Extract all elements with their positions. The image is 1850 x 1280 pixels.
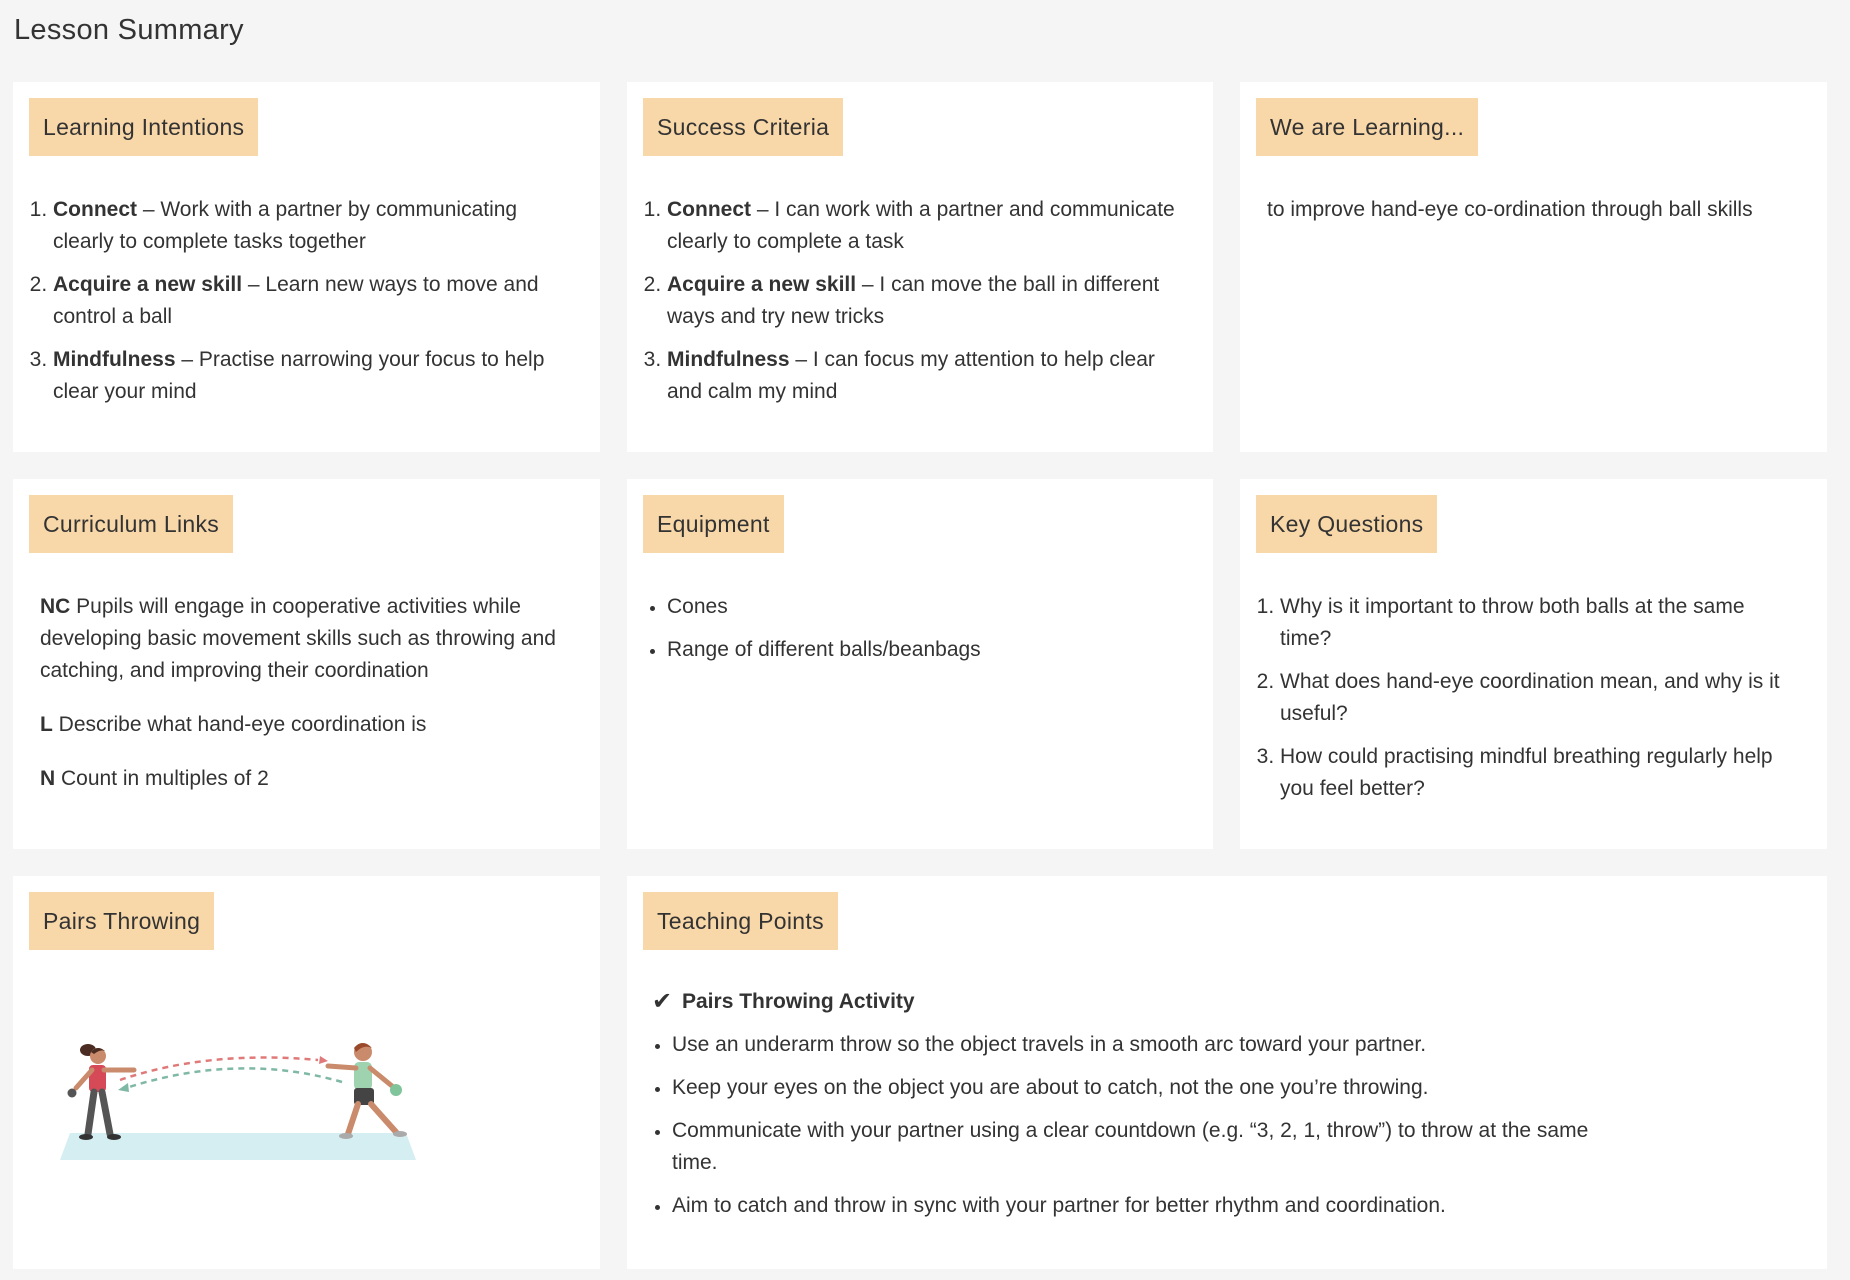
link-code: NC bbox=[40, 595, 71, 618]
link-code: L bbox=[40, 713, 53, 736]
we-are-learning-body bbox=[1267, 194, 1801, 248]
item-term: Mindfulness bbox=[53, 348, 176, 371]
card-header-we-are-learning: We are Learning... bbox=[1256, 98, 1478, 156]
curriculum-link-l bbox=[40, 709, 560, 741]
curriculum-links-body bbox=[40, 591, 560, 817]
list-item: 2. What does hand-eye coordination mean, and why is it useful? bbox=[1280, 666, 1797, 730]
item-text: – I can move the ball in different ways and try new tricks bbox=[667, 273, 1160, 328]
key-questions-list bbox=[1256, 591, 1797, 805]
link-text: Describe what hand-eye coordination is bbox=[52, 713, 427, 736]
item-term: Connect bbox=[53, 198, 137, 221]
list-item bbox=[667, 344, 1183, 408]
card-header-key-questions: Key Questions bbox=[1256, 495, 1437, 553]
equipment-card bbox=[627, 479, 1213, 849]
equipment-body bbox=[643, 591, 1187, 677]
card-header-curriculum-links: Curriculum Links bbox=[29, 495, 233, 553]
item-text: – Learn new ways to move and control a ball bbox=[53, 273, 539, 328]
card-header-pairs-throwing: Pairs Throwing bbox=[29, 892, 214, 950]
item-term: Acquire a new skill bbox=[53, 273, 243, 296]
card-header-teaching-points: Teaching Points bbox=[643, 892, 838, 950]
link-code: N bbox=[40, 767, 56, 790]
pairs-throwing-illustration bbox=[58, 1026, 438, 1161]
key-questions-card bbox=[1240, 479, 1827, 849]
list-item: • Keep your eyes on the object you are about to catch, not the one you’re throwing. bbox=[672, 1072, 1627, 1104]
item-term: Connect bbox=[667, 198, 751, 221]
teaching-points-heading-text: Pairs Throwing Activity bbox=[682, 990, 915, 1013]
curriculum-link-n bbox=[40, 763, 560, 795]
item-text: – I can work with a partner and communicate clearly to complete a task bbox=[667, 198, 1175, 253]
curriculum-links-card bbox=[13, 479, 600, 849]
teaching-points-list bbox=[652, 1029, 1627, 1222]
list-item: • Cones bbox=[667, 591, 1187, 623]
boy-figure bbox=[328, 1043, 407, 1139]
we-are-learning-card bbox=[1240, 82, 1827, 452]
list-item: 1. Why is it important to throw both balls at the same time? bbox=[1280, 591, 1797, 655]
list-item: • Aim to catch and throw in sync with your partner for better rhythm and coordination. bbox=[672, 1190, 1627, 1222]
success-criteria-body bbox=[643, 194, 1183, 419]
item-text: – I can focus my attention to help clear and calm my mind bbox=[667, 348, 1155, 403]
list-item bbox=[667, 194, 1183, 258]
teaching-points-heading bbox=[652, 986, 1627, 1018]
key-questions-body bbox=[1256, 591, 1797, 816]
arrow-head-red bbox=[319, 1056, 328, 1064]
card-header-success-criteria: Success Criteria bbox=[643, 98, 843, 156]
item-term: Mindfulness bbox=[667, 348, 790, 371]
curriculum-link-nc bbox=[40, 591, 560, 687]
link-text: Pupils will engage in cooperative activities while developing basic movement skills such as throwing and catching, and improving their coordination bbox=[40, 595, 556, 682]
we-are-learning-text: to improve hand-eye co-ordination through ball skills bbox=[1267, 198, 1753, 221]
teaching-points-body bbox=[652, 986, 1627, 1233]
checkmark-icon: ✔ bbox=[652, 988, 673, 1015]
throw-arc-green bbox=[126, 1068, 342, 1088]
page-title: Lesson Summary bbox=[14, 14, 244, 46]
link-text: Count in multiples of 2 bbox=[55, 767, 269, 790]
item-text: – Practise narrowing your focus to help clear your mind bbox=[53, 348, 545, 403]
equipment-list bbox=[643, 591, 1187, 666]
success-criteria-list bbox=[643, 194, 1183, 408]
learning-intentions-body bbox=[29, 194, 560, 419]
list-item: • Use an underarm throw so the object travels in a smooth arc toward your partner. bbox=[672, 1029, 1627, 1061]
arrow-head-green bbox=[118, 1083, 129, 1092]
list-item bbox=[53, 194, 560, 258]
list-item bbox=[667, 269, 1183, 333]
girl-figure bbox=[68, 1044, 135, 1140]
success-criteria-card bbox=[627, 82, 1213, 452]
list-item: • Range of different balls/beanbags bbox=[667, 634, 1187, 666]
teaching-points-card bbox=[627, 876, 1827, 1269]
list-item: 3. How could practising mindful breathing regularly help you feel better? bbox=[1280, 741, 1797, 805]
card-header-learning-intentions: Learning Intentions bbox=[29, 98, 258, 156]
pairs-throwing-card bbox=[13, 876, 600, 1269]
list-item: • Communicate with your partner using a clear countdown (e.g. “3, 2, 1, throw”) to throw at the same time. bbox=[672, 1115, 1627, 1179]
item-term: Acquire a new skill bbox=[667, 273, 857, 296]
card-header-equipment: Equipment bbox=[643, 495, 784, 553]
list-item bbox=[53, 269, 560, 333]
list-item bbox=[53, 344, 560, 408]
learning-intentions-card bbox=[13, 82, 600, 452]
learning-intentions-list bbox=[29, 194, 560, 408]
item-text: – Work with a partner by communicating clearly to complete tasks together bbox=[53, 198, 518, 253]
